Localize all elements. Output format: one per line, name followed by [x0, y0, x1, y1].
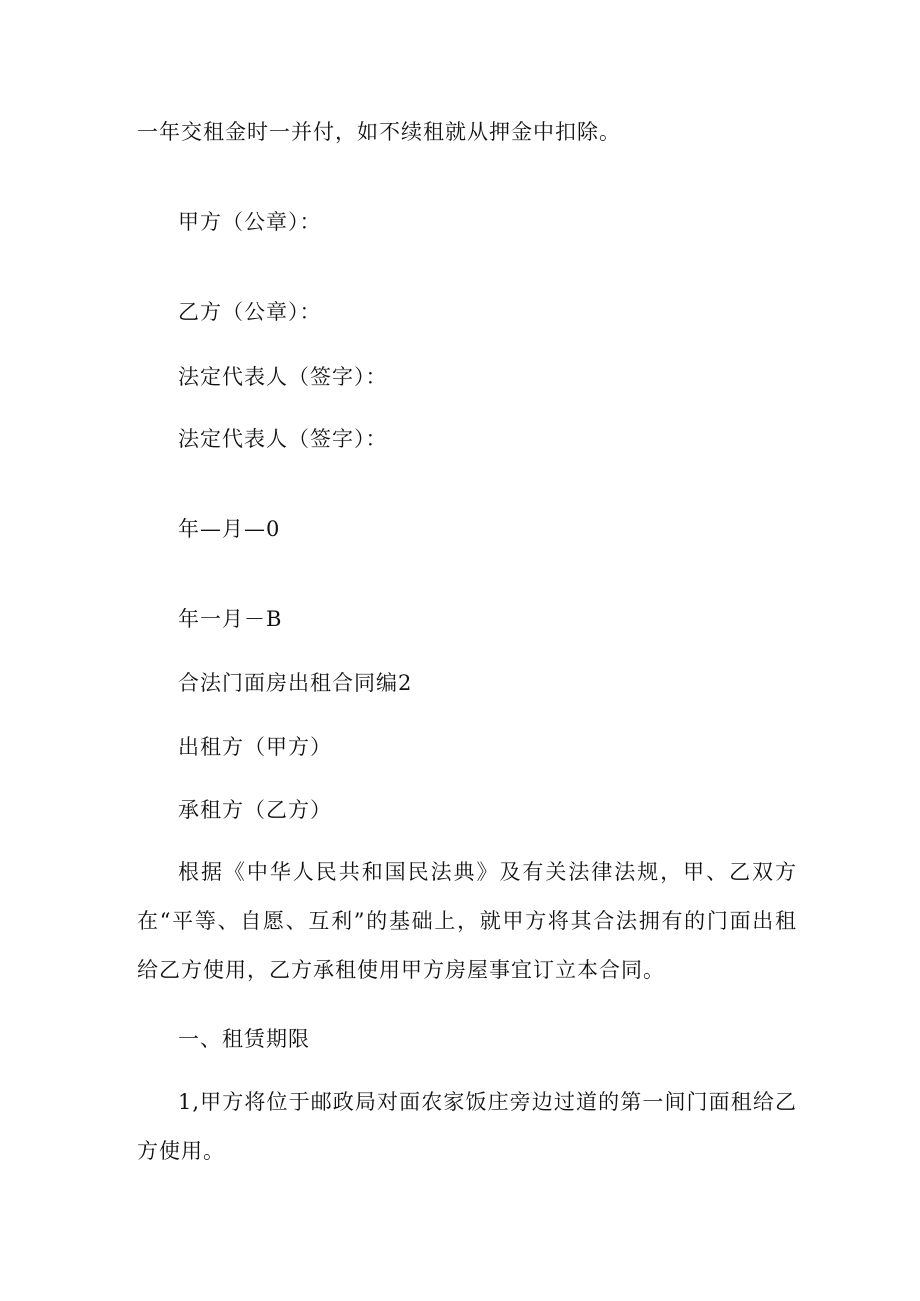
text-line-deposit-deduction: 一年交租金时一并付，如不续租就从押金中扣除。 [137, 120, 621, 144]
preamble-paragraph: 根据《中华人民共和国民法典》及有关法律法规，甲、乙双方在“平等、自愿、互利”的基础上，就甲方将其合法拥有的门面出租给乙方使用，乙方承租使用甲方房屋事宜订立本合同。 [137, 860, 797, 982]
contract-title: 合法门面房出租合同编2 [178, 671, 413, 695]
lessor-line: 出租方（甲方） [178, 735, 332, 759]
party-b-seal-line: 乙方（公章）： [178, 300, 322, 324]
section-heading-lease-term: 一、租赁期限 [178, 1027, 310, 1051]
date-line-2: 年一月－B [178, 607, 283, 631]
party-a-seal-line: 甲方（公章）： [178, 210, 322, 234]
legal-rep-signature-line-1: 法定代表人（签字）： [178, 365, 388, 389]
legal-rep-signature-line-2: 法定代表人（签字）： [178, 427, 388, 451]
clause-1-paragraph: 1,甲方将位于邮政局对面农家饭庄旁边过道的第一间门面租给乙方使用。 [137, 1090, 797, 1163]
lessee-line: 承租方（乙方） [178, 798, 332, 822]
date-line-1: 年—月—0 [178, 517, 281, 541]
